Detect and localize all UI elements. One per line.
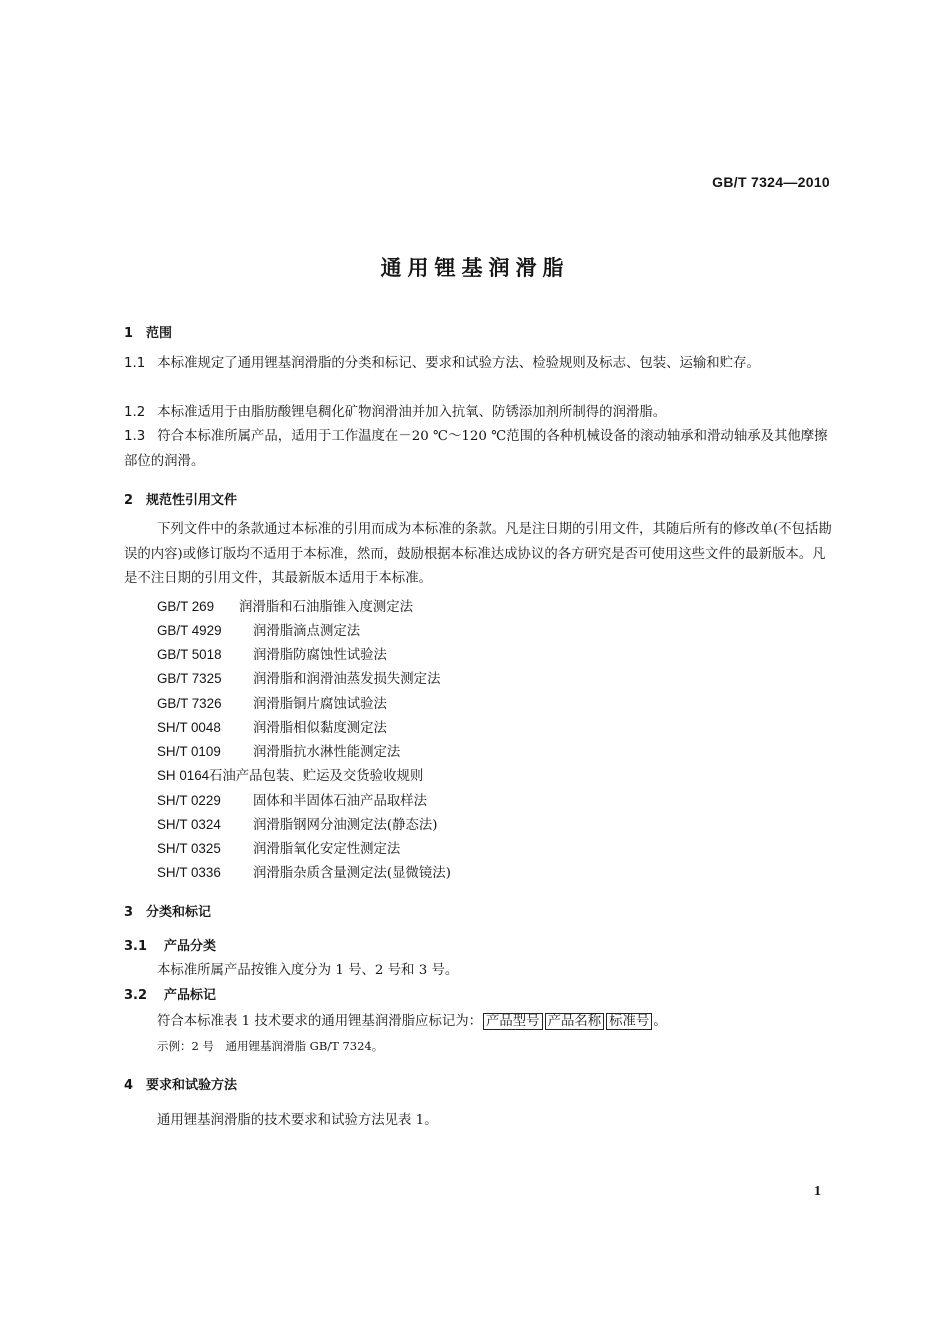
reference-title: 润滑脂防腐蚀性试验法	[253, 648, 387, 663]
subsection-3-1-heading	[124, 935, 216, 954]
reference-item	[157, 693, 387, 712]
reference-code: SH/T 0229	[157, 793, 221, 808]
section-title: 要求和试验方法	[146, 1078, 238, 1093]
reference-title: 石油产品包装、贮运及交货验收规则	[209, 769, 424, 784]
reference-code: SH 0164	[157, 768, 210, 783]
reference-title: 润滑脂和润滑油蒸发损失测定法	[253, 672, 441, 687]
marking-text-after: 。	[653, 1014, 667, 1029]
reference-item	[157, 644, 387, 663]
reference-code: SH/T 0336	[157, 865, 221, 880]
reference-title: 润滑脂和石油脂锥入度测定法	[239, 600, 414, 615]
reference-item	[157, 838, 400, 857]
reference-code: GB/T 7325	[157, 671, 222, 686]
reference-code: SH/T 0324	[157, 817, 221, 832]
subsection-number: 3.2	[124, 988, 148, 1003]
clause-1-3	[124, 425, 832, 474]
clause-text: 本标准适用于由脂肪酸锂皂稠化矿物润滑油并加入抗氧、防锈添加剂所制得的润滑脂。	[157, 405, 667, 420]
marking-box-standard: 标准号	[606, 1013, 652, 1030]
reference-code: GB/T 5018	[157, 647, 222, 662]
clause-text: 符合本标准所属产品，适用于工作温度在－20 ℃～120 ℃范围的各种机械设备的滚动轴承和滑动轴承及其他摩擦部位的润滑。	[124, 429, 828, 469]
requirements-text: 通用锂基润滑脂的技术要求和试验方法见表 1。	[157, 1113, 438, 1128]
clause-1-2	[124, 401, 832, 426]
reference-title: 润滑脂钢网分油测定法(静态法)	[253, 818, 438, 833]
clause-number: 1.2	[124, 405, 146, 420]
reference-title: 润滑脂滴点测定法	[253, 624, 361, 639]
page-number: 1	[814, 1184, 821, 1199]
reference-item	[157, 620, 360, 639]
classification-text: 本标准所属产品按锥入度分为 1 号、2 号和 3 号。	[157, 963, 459, 978]
section-number: 3	[124, 905, 134, 920]
section-number: 1	[124, 326, 134, 341]
reference-code: SH/T 0048	[157, 720, 221, 735]
clause-1-1	[124, 352, 832, 377]
reference-title: 润滑脂氧化安定性测定法	[253, 842, 401, 857]
reference-item	[157, 862, 451, 881]
reference-item	[157, 596, 413, 615]
reference-item	[157, 790, 427, 809]
reference-item	[157, 741, 400, 760]
reference-item	[157, 814, 438, 833]
normative-references-intro: 下列文件中的条款通过本标准的引用而成为本标准的条款。凡是注日期的引用文件，其随后所有的修改单(不包括勘误的内容)或修订版均不适用于本标准，然而，鼓励根据本标准达成协议的各方研究是否可使用这些文件的最新版本。凡是不注日期的引用文件，其最新版本适用于本标准。	[124, 522, 832, 586]
section-title: 规范性引用文件	[146, 493, 238, 508]
section-title: 范围	[146, 326, 173, 341]
reference-code: GB/T 7326	[157, 696, 222, 711]
section-3-heading	[124, 901, 211, 920]
reference-item	[157, 668, 440, 687]
reference-code: GB/T 4929	[157, 623, 222, 638]
clause-number: 1.3	[124, 429, 146, 444]
clause-number: 1.1	[124, 356, 146, 371]
marking-box-name: 产品名称	[545, 1013, 605, 1030]
marking-text	[157, 1010, 667, 1029]
reference-title: 润滑脂铜片腐蚀试验法	[253, 697, 387, 712]
section-number: 2	[124, 493, 134, 508]
reference-code: GB/T 269	[157, 599, 215, 614]
standard-number: GB/T 7324—2010	[712, 174, 830, 190]
reference-title: 润滑脂相似黏度测定法	[253, 721, 387, 736]
reference-code: SH/T 0109	[157, 744, 221, 759]
section-2-heading	[124, 489, 237, 508]
reference-title: 润滑脂抗水淋性能测定法	[253, 745, 401, 760]
subsection-3-2-heading	[124, 984, 216, 1003]
marking-example: 示例：2 号 通用锂基润滑脂 GB/T 7324。	[157, 1039, 384, 1053]
reference-item	[157, 717, 387, 736]
section-4-heading	[124, 1074, 237, 1093]
reference-title: 润滑脂杂质含量测定法(显微镜法)	[253, 866, 451, 881]
subsection-title: 产品标记	[164, 988, 217, 1003]
reference-code: SH/T 0325	[157, 841, 221, 856]
reference-item	[157, 765, 423, 784]
subsection-title: 产品分类	[164, 939, 217, 954]
reference-title: 固体和半固体石油产品取样法	[253, 794, 428, 809]
subsection-number: 3.1	[124, 939, 148, 954]
section-1-heading	[124, 322, 172, 341]
marking-box-model: 产品型号	[483, 1013, 543, 1030]
section-number: 4	[124, 1078, 134, 1093]
clause-text: 本标准规定了通用锂基润滑脂的分类和标记、要求和试验方法、检验规则及标志、包装、运输和贮存。	[157, 356, 760, 371]
marking-text-before: 符合本标准表 1 技术要求的通用锂基润滑脂应标记为：	[157, 1014, 483, 1029]
section-title: 分类和标记	[146, 905, 212, 920]
document-title: 通用锂基润滑脂	[380, 256, 570, 280]
